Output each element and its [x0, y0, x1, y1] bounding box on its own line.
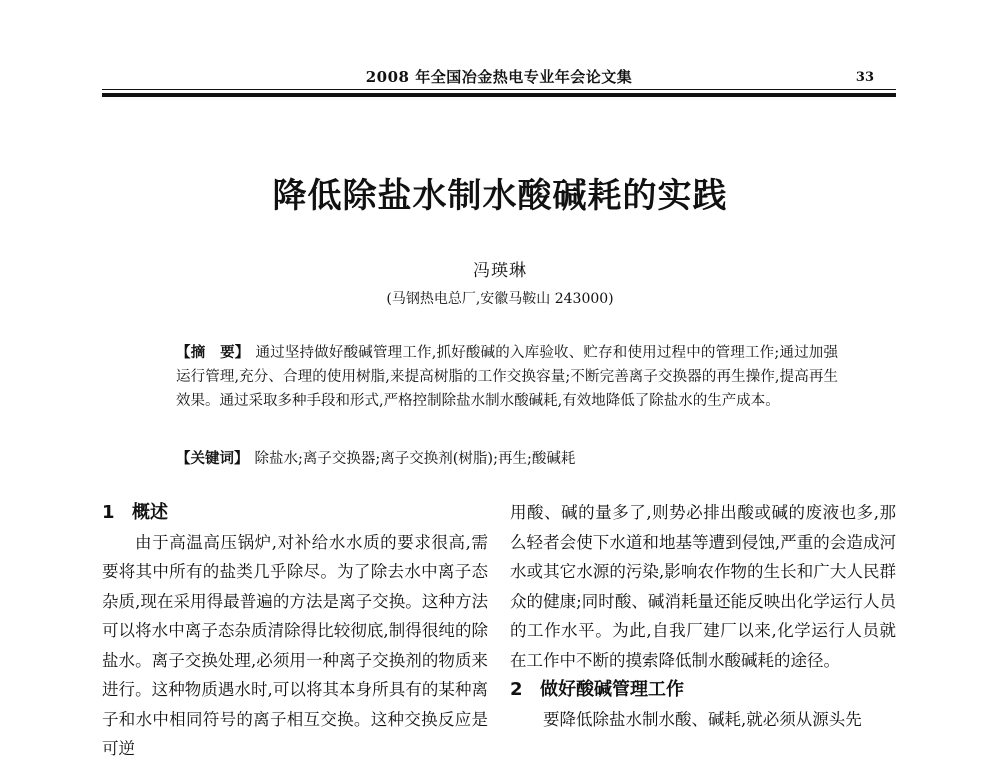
section-1-continuation: 用酸、碱的量多了,则势必排出酸或碱的废液也多,那么轻者会使下水道和地基等遭到侵蚀,严重的会造成河水或其它水源的污染,影响农作物的生长和广大人民群众的健康;同时酸、碱消耗量还能反映出化学运行人员的工作水平。为此,自我厂建厂以来,化学运行人员就在工作中不断的摸索降低制水酸碱耗的途径。	[510, 503, 896, 670]
right-column	[510, 498, 896, 734]
section-1-title: 概述	[132, 502, 168, 523]
page-number: 33	[855, 70, 874, 85]
keywords-label: 【关键词】	[176, 450, 249, 467]
abstract-label: 【摘 要】	[176, 344, 250, 361]
author-affiliation: (马钢热电总厂,安徽马鞍山 243000)	[386, 291, 614, 307]
header-rule-thin	[102, 89, 896, 90]
author-name: 冯瑛琳	[473, 261, 527, 281]
section-1-heading	[102, 498, 488, 528]
section-2-title: 做好酸碱管理工作	[540, 679, 684, 700]
abstract	[176, 341, 838, 413]
section-2-number: 2	[510, 679, 523, 700]
keywords	[176, 447, 838, 471]
header-rule-thick	[102, 93, 896, 97]
abstract-text: 通过坚持做好酸碱管理工作,抓好酸碱的入库验收、贮存和使用过程中的管理工作;通过加强运行管理,充分、合理的使用树脂,来提高树脂的工作交换容量;不断完善离子交换器的再生操作,提高再生效果。通过采取多种手段和形式,严格控制除盐水制水酸碱耗,有效地降低了除盐水的生产成本。	[176, 345, 838, 409]
section-2-body: 要降低除盐水制水酸、碱耗,就必须从源头先	[543, 709, 862, 729]
section-1-number: 1	[102, 502, 115, 523]
running-header	[102, 62, 896, 92]
paper-title: 降低除盐水制水酸碱耗的实践	[272, 176, 728, 216]
section-1-body: 由于高温高压锅炉,对补给水水质的要求很高,需要将其中所有的盐类几乎除尽。为了除去水中离子态杂质,现在采用得最普遍的方法是离子交换。这种方法可以将水中离子态杂质清除得比较彻底,制得很纯的除盐水。离子交换处理,必须用一种离子交换剂的物质来进行。这种物质遇水时,可以将其本身所具有的某种离子和水中相同符号的离子相互交换。这种交换反应是可逆	[102, 532, 488, 758]
running-title: 2008 年全国冶金热电专业年会论文集	[365, 68, 633, 86]
section-2-heading	[510, 675, 896, 705]
keywords-text: 除盐水;离子交换器;离子交换剂(树脂);再生;酸碱耗	[254, 451, 576, 467]
left-column	[102, 498, 488, 764]
